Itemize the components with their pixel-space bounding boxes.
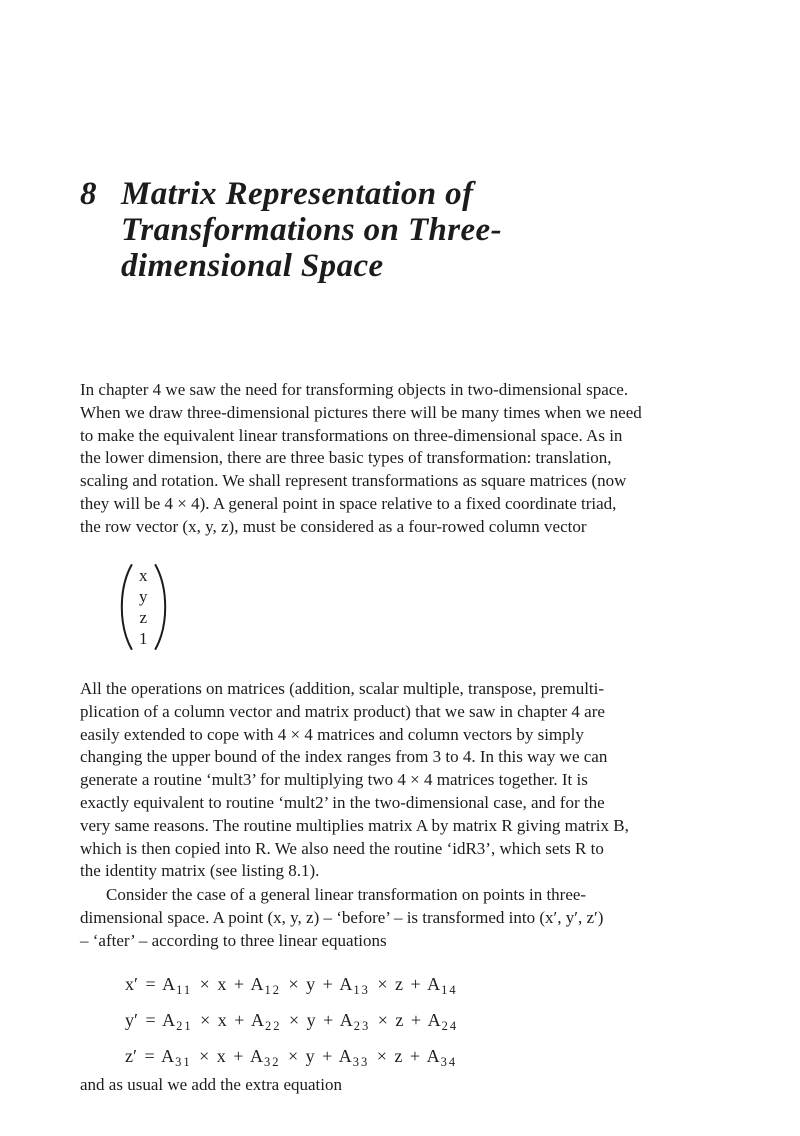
text-line: generate a routine ‘mult3’ for multiplying two 4 × 4 matrices together. It is bbox=[80, 770, 588, 790]
text-line: – ‘after’ – according to three linear equations bbox=[80, 930, 387, 950]
vector-entries bbox=[133, 565, 154, 649]
text-line: which is then copied into R. We also need the routine ‘idR3’, which sets R to bbox=[80, 838, 604, 858]
closing-line bbox=[80, 1074, 342, 1097]
left-parenthesis-icon bbox=[120, 563, 133, 651]
text-line: $y' = A_{21} \times x + A_{22} \times y + A_{23} \times z + A_{24}$ bbox=[125, 1010, 459, 1033]
text-line: Consider the case of a general linear transformation on points in three- bbox=[106, 885, 587, 904]
text-line: $x' = A_{11} \times x + A_{12} \times y + A_{13} \times z + A_{14}$ bbox=[125, 974, 458, 997]
chapter-number: 8 bbox=[80, 176, 97, 212]
chapter-title bbox=[121, 176, 502, 284]
right-parenthesis-icon bbox=[154, 563, 167, 651]
paragraph-consider bbox=[80, 884, 603, 952]
text-line: easily extended to cope with 4 × 4 matrices and column vectors by simply bbox=[80, 724, 584, 744]
text-line: the row vector (x, y, z), must be considered as a four-rowed column vector bbox=[80, 516, 587, 536]
text-line: Matrix Representation of bbox=[121, 176, 474, 212]
text-line: the identity matrix (see listing 8.1). bbox=[80, 861, 320, 881]
text-line: x bbox=[139, 566, 148, 585]
text-line: scaling and rotation. We shall represent transformations as square matrices (now bbox=[80, 471, 627, 491]
text-line: they will be 4 × 4). A general point in space relative to a fixed coordinate triad, bbox=[80, 493, 617, 513]
column-vector bbox=[120, 563, 167, 651]
text-line: $z' = A_{31} \times x + A_{32} \times y + A_{33} \times z + A_{34}$ bbox=[125, 1046, 458, 1069]
text-line: very same reasons. The routine multiplies matrix A by matrix R giving matrix B, bbox=[80, 815, 629, 835]
text-line: In chapter 4 we saw the need for transforming objects in two-dimensional space. bbox=[80, 380, 629, 399]
paragraph-operations bbox=[80, 678, 629, 883]
paragraph-intro bbox=[80, 379, 642, 539]
text-line: When we draw three-dimensional pictures there will be many times when we need bbox=[80, 402, 642, 422]
text-line: y bbox=[139, 587, 148, 606]
text-line: All the operations on matrices (addition, scalar multiple, transpose, premulti- bbox=[80, 679, 605, 698]
text-line: 1 bbox=[139, 629, 148, 648]
text-line: the lower dimension, there are three basic types of transformation: translation, bbox=[80, 448, 612, 468]
text-line: Transformations on Three- bbox=[121, 212, 502, 248]
chapter-heading bbox=[80, 176, 502, 284]
text-line: to make the equivalent linear transformations on three-dimensional space. As in bbox=[80, 425, 623, 445]
text-line: dimensional space. A point (x, y, z) – ‘before’ – is transformed into (x′, y′, z′) bbox=[80, 907, 604, 927]
text-line: changing the upper bound of the index ranges from 3 to 4. In this way we can bbox=[80, 747, 608, 767]
linear-equations bbox=[125, 973, 458, 1081]
text-line: dimensional Space bbox=[121, 248, 384, 284]
text-line: z bbox=[139, 608, 148, 627]
text-line: exactly equivalent to routine ‘mult2’ in the two-dimensional case, and for the bbox=[80, 792, 605, 812]
text-line: plication of a column vector and matrix product) that we saw in chapter 4 are bbox=[80, 701, 605, 721]
text-line: and as usual we add the extra equation bbox=[80, 1075, 342, 1094]
